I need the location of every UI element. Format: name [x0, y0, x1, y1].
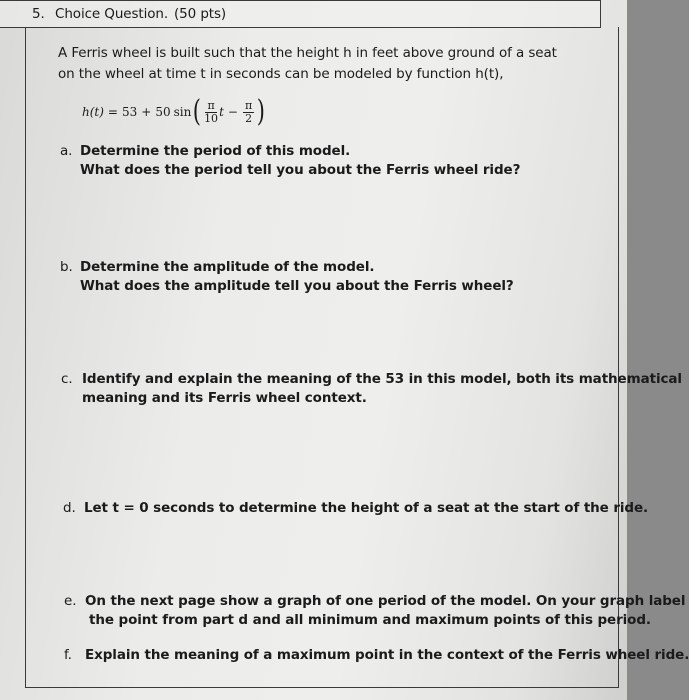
part-f-line-1: Explain the meaning of a maximum point in the context of the Ferris wheel ride. — [85, 647, 689, 663]
fraction-2-numerator: π — [244, 98, 253, 112]
part-d-letter: d. — [63, 500, 76, 516]
formula-fraction-2 — [243, 100, 254, 125]
question-title: Choice Question. — [55, 6, 169, 22]
formula-equals: = — [107, 105, 118, 119]
formula-right-paren: ) — [256, 94, 266, 129]
part-e-line-2: the point from part d and all minimum and maximum points of this period. — [89, 612, 651, 628]
intro-line-1: A Ferris wheel is built such that the height h in feet above ground of a seat — [58, 45, 557, 61]
part-e-letter: e. — [64, 593, 77, 609]
part-c-letter: c. — [61, 371, 73, 387]
height-formula — [82, 95, 267, 129]
formula-coefficient: 50 — [155, 105, 171, 119]
fraction-2-denominator: 2 — [245, 111, 253, 125]
formula-constant: 53 — [121, 105, 138, 119]
part-b-line-1: Determine the amplitude of the model. — [80, 259, 375, 275]
part-e-line-1: On the next page show a graph of one period of the model. On your graph label — [85, 593, 686, 609]
question-points: (50 pts) — [174, 6, 227, 22]
formula-plus: + — [141, 105, 152, 119]
formula-sin: sin — [173, 105, 192, 119]
part-c-line-1: Identify and explain the meaning of the 53 in this model, both its mathematical — [82, 371, 682, 387]
formula-minus: − — [227, 105, 238, 119]
formula-lhs: h(t) — [82, 105, 104, 119]
formula-variable-t: t — [219, 105, 224, 119]
part-a-line-2: What does the period tell you about the Ferris wheel ride? — [80, 162, 521, 178]
part-c-line-2: meaning and its Ferris wheel context. — [82, 390, 367, 406]
intro-line-2: on the wheel at time t in seconds can be modeled by function h(t), — [58, 66, 504, 82]
part-d-line-1: Let t = 0 seconds to determine the height of a seat at the start of the ride. — [84, 500, 649, 516]
formula-fraction-1 — [204, 100, 218, 125]
fraction-1-denominator: 10 — [204, 111, 219, 125]
formula-left-paren: ( — [193, 94, 202, 129]
part-b-letter: b. — [60, 259, 73, 275]
part-a-line-1: Determine the period of this model. — [80, 143, 351, 159]
part-a-letter: a. — [60, 143, 73, 159]
part-f-letter: f. — [64, 647, 72, 663]
question-number: 5. — [32, 6, 45, 22]
part-b-line-2: What does the amplitude tell you about the Ferris wheel? — [80, 278, 514, 294]
fraction-1-numerator: π — [207, 98, 215, 112]
